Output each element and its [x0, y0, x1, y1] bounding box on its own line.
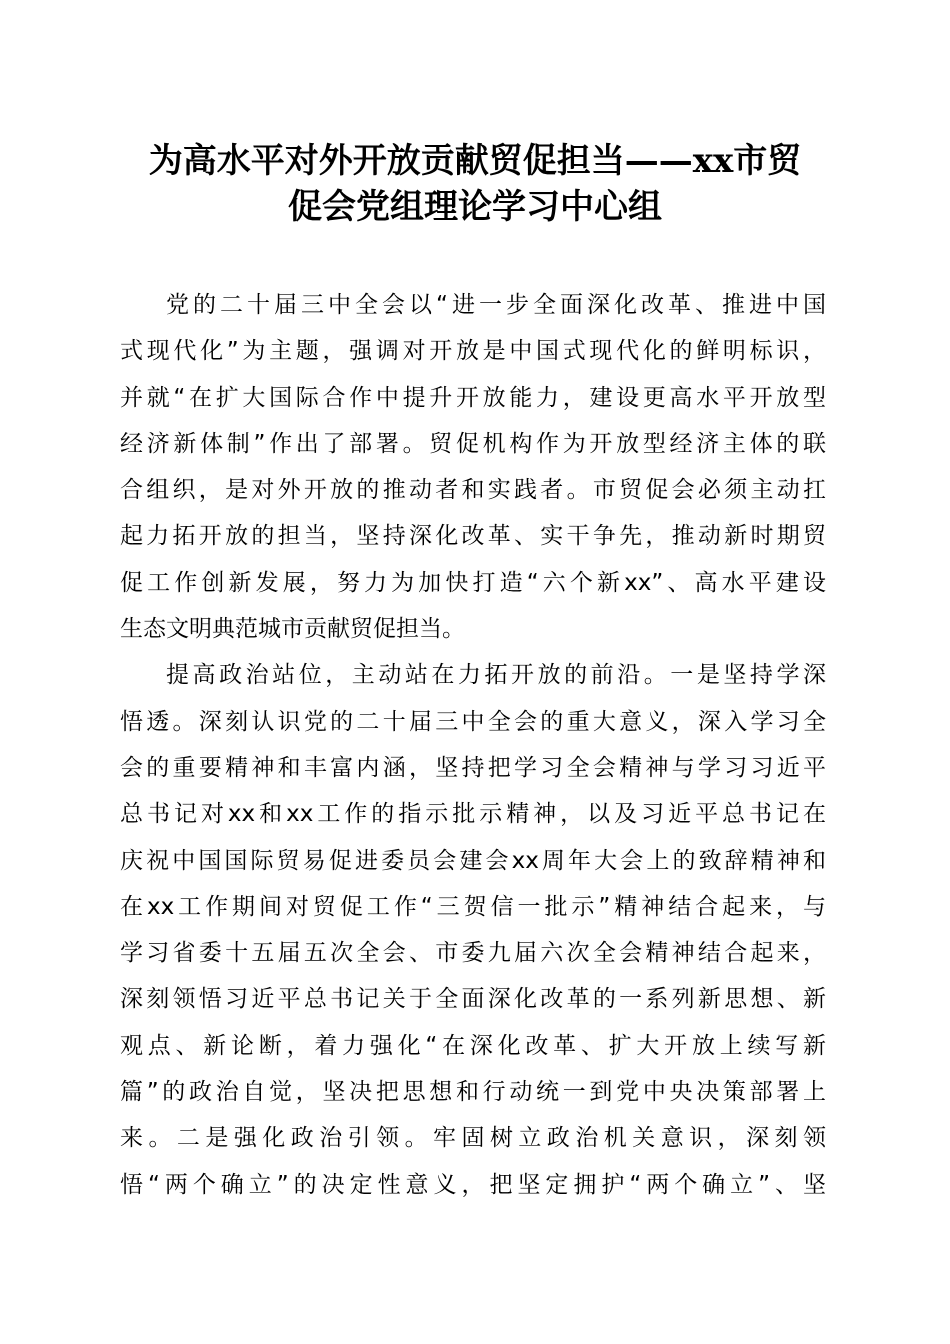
paragraph-2 [120, 652, 826, 1208]
paragraph-line: 在xx工作期间对贸促工作“三贺信一批示”精神结合起来，与 [120, 893, 826, 920]
paragraph-line: 学习省委十五届五次全会、市委九届六次全会精神结合起来， [120, 940, 826, 967]
paragraph-line: 党的二十届三中全会以“进一步全面深化改革、推进中国 [166, 292, 826, 318]
paragraph-line: 生态文明典范城市贡献贸促担当。 [120, 616, 465, 643]
paragraph-line: 式现代化”为主题，强调对开放是中国式现代化的鲜明标识， [120, 338, 826, 365]
paragraph-line: 促工作创新发展，努力为加快打造“六个新xx”、高水平建设 [120, 569, 826, 596]
document-title [118, 138, 832, 230]
paragraph-line: 经济新体制”作出了部署。贸促机构作为开放型经济主体的联 [120, 430, 826, 457]
paragraph-line: 悟“两个确立”的决定性意义，把坚定拥护“两个确立”、坚 [120, 1171, 826, 1198]
title-line-2: 促会党组理论学习中心组 [288, 187, 662, 227]
paragraph-line: 来。二是强化政治引领。牢固树立政治机关意识，深刻领 [120, 1125, 826, 1152]
paragraph-line: 庆祝中国国际贸易促进委员会建会xx周年大会上的致辞精神和 [120, 847, 826, 874]
paragraph-line: 合组织，是对外开放的推动者和实践者。市贸促会必须主动扛 [120, 477, 826, 504]
paragraph-line: 并就“在扩大国际合作中提升开放能力，建设更高水平开放型 [120, 384, 826, 411]
title-line-1: 为高水平对外开放贡献贸促担当——xx市贸 [148, 141, 802, 181]
paragraph-line: 会的重要精神和丰富内涵，坚持把学习全会精神与学习习近平 [120, 754, 826, 781]
paragraph-1 [120, 282, 826, 652]
paragraph-line: 观点、新论断，着力强化“在深化改革、扩大开放上续写新 [120, 1032, 826, 1059]
paragraph-line: 深刻领悟习近平总书记关于全面深化改革的一系列新思想、新 [120, 986, 826, 1013]
paragraph-line: 篇”的政治自觉，坚决把思想和行动统一到党中央决策部署上 [120, 1079, 826, 1106]
document-body [120, 282, 826, 1208]
paragraph-line: 提高政治站位，主动站在力拓开放的前沿。一是坚持学深 [166, 662, 826, 689]
paragraph-line: 起力拓开放的担当，坚持深化改革、实干争先，推动新时期贸 [120, 523, 826, 550]
paragraph-line: 悟透。深刻认识党的二十届三中全会的重大意义，深入学习全 [120, 708, 826, 735]
paragraph-line: 总书记对xx和xx工作的指示批示精神，以及习近平总书记在 [120, 801, 826, 828]
